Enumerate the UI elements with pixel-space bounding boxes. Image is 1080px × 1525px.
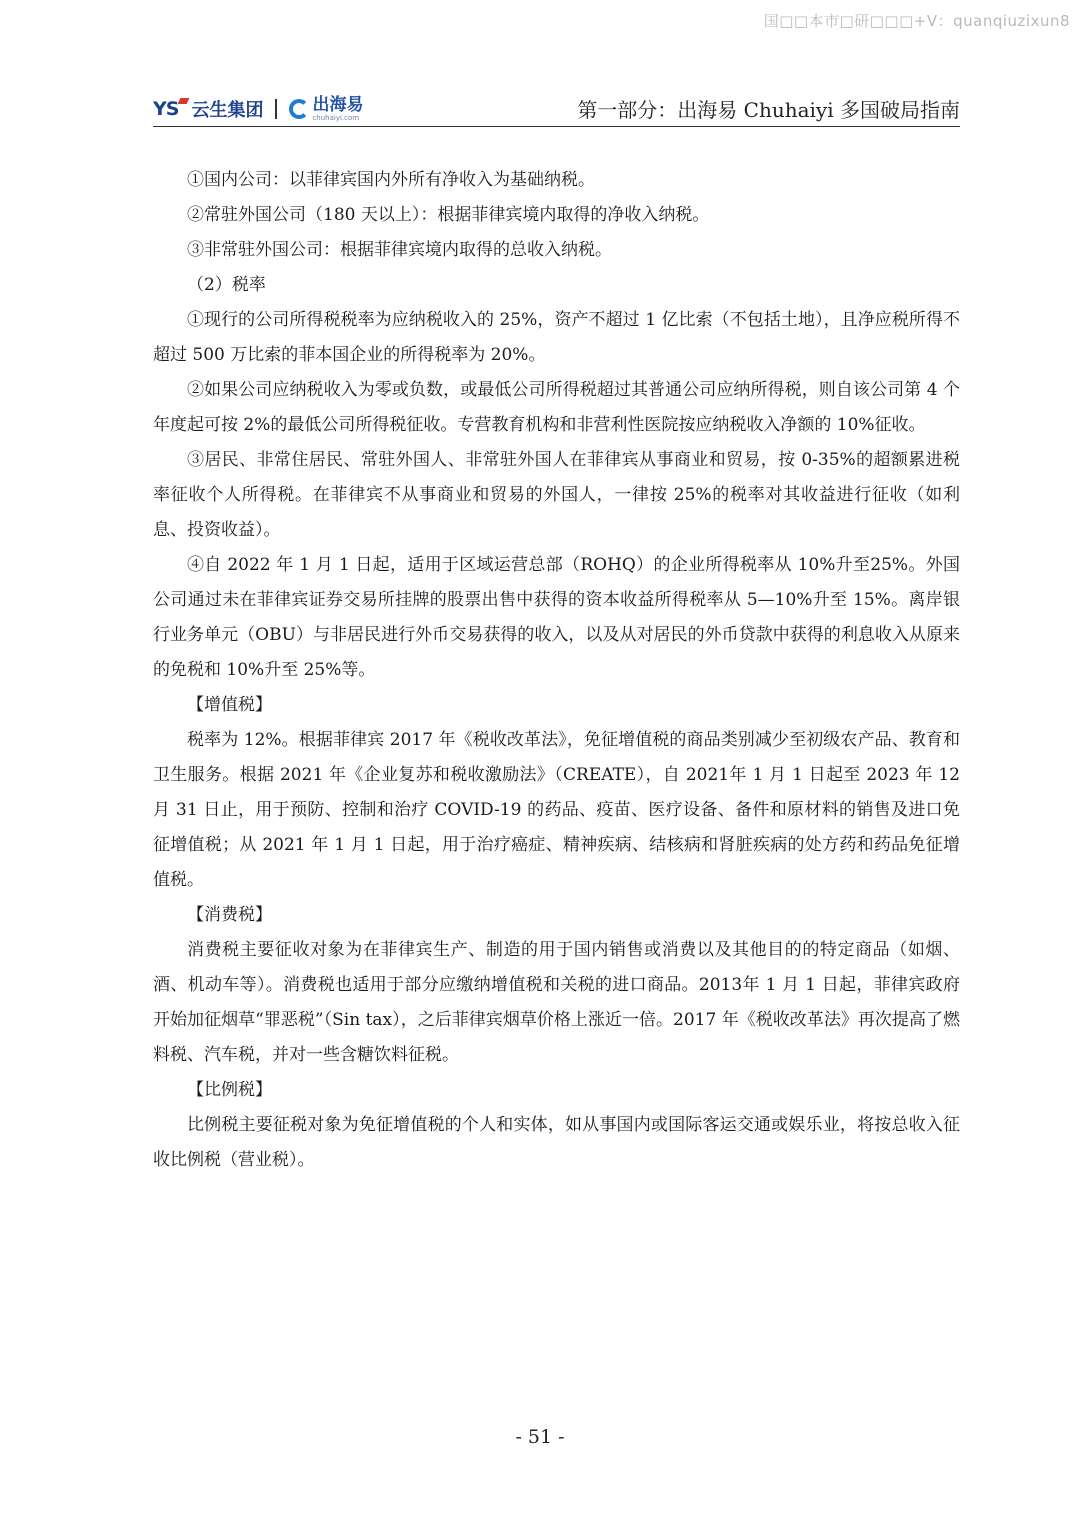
section-heading-excise: 【消费税】 <box>187 905 272 925</box>
ys-logo-accent <box>178 98 190 104</box>
page-header <box>153 90 960 130</box>
page-number: - 51 - <box>515 1426 565 1448</box>
watermark-text: 国□□本市□研□□□+V：quanqiuzixun8 <box>763 12 1070 30</box>
header-rule <box>153 126 960 127</box>
paragraph: ②常驻外国公司（180 天以上）：根据菲律宾境内取得的净收入纳税。 <box>187 205 710 225</box>
chuhaiyi-logo-icon <box>289 99 309 119</box>
section-heading-percentage-tax: 【比例税】 <box>187 1080 272 1100</box>
group-name: 云生集团 <box>191 100 264 121</box>
header-title: 第一部分：出海易 Chuhaiyi 多国破局指南 <box>577 98 960 122</box>
ys-logo-mark: YS <box>153 98 179 120</box>
paragraph: 税率为 12%。根据菲律宾 2017 年《税收改革法》，免征增值税的商品类别减少至初级农产品、教育和卫生服务。根据 2021 年《企业复苏和税收激励法》（CREATE），自 2021年 1 月 1 日起至 2023 年 12 月 31 日止，用于预防、控制和治疗 COVID-19 的药品、疫苗、医疗设备、备件和原材料的销售及进口免征增值税；从 2021 年 1 月 1 日起，用于治疗癌症、精神疾病、结核病和肾脏疾病的处方药和药品免征增值税。 <box>153 730 960 890</box>
header-logo <box>153 96 363 122</box>
paragraph: ①国内公司：以菲律宾国内外所有净收入为基础纳税。 <box>187 170 595 190</box>
chuhaiyi-name: 出海易 <box>312 94 364 115</box>
subsection-heading: （2）税率 <box>187 275 266 295</box>
paragraph: ③居民、非常住居民、常驻外国人、非常驻外国人在菲律宾从事商业和贸易，按 0-35%的超额累进税率征收个人所得税。在菲律宾不从事商业和贸易的外国人，一律按 25%的税率对其收益进行征收（如利息、投资收益）。 <box>153 450 960 540</box>
chuhaiyi-url: chuhaiyi.com <box>312 113 360 122</box>
paragraph: ①现行的公司所得税税率为应纳税收入的 25%，资产不超过 1 亿比索（不包括土地），且净应税所得不超过 500 万比索的菲本国企业的所得税率为 20%。 <box>153 310 960 365</box>
document-body <box>153 163 960 1178</box>
paragraph: ④自 2022 年 1 月 1 日起，适用于区域运营总部（ROHQ）的企业所得税率从 10%升至25%。外国公司通过未在菲律宾证券交易所挂牌的股票出售中获得的资本收益所得税率从 5—10%升至 15%。离岸银行业务单元（OBU）与非居民进行外币交易获得的收入，以及从对居民的外币贷款中获得的利息收入从原来的免税和 10%升至 25%等。 <box>153 555 960 680</box>
chuhaiyi-logo-text <box>312 94 364 122</box>
paragraph: 比例税主要征税对象为免征增值税的个人和实体，如从事国内或国际客运交通或娱乐业，将按总收入征收比例税（营业税）。 <box>153 1115 960 1170</box>
logo-divider <box>275 99 277 119</box>
paragraph: ②如果公司应纳税收入为零或负数，或最低公司所得税超过其普通公司应纳所得税，则自该公司第 4 个年度起可按 2%的最低公司所得税征收。专营教育机构和非营利性医院按应纳税收入净额的 10%征收。 <box>153 380 960 435</box>
section-heading-vat: 【增值税】 <box>187 695 272 715</box>
paragraph: 消费税主要征收对象为在菲律宾生产、制造的用于国内销售或消费以及其他目的的特定商品（如烟、酒、机动车等）。消费税也适用于部分应缴纳增值税和关税的进口商品。2013年 1 月 1 日起，菲律宾政府开始加征烟草“罪恶税”（Sin tax），之后菲律宾烟草价格上涨近一倍。2017 年《税收改革法》再次提高了燃料税、汽车税，并对一些含糖饮料征税。 <box>153 940 960 1065</box>
paragraph: ③非常驻外国公司：根据菲律宾境内取得的总收入纳税。 <box>187 240 612 260</box>
